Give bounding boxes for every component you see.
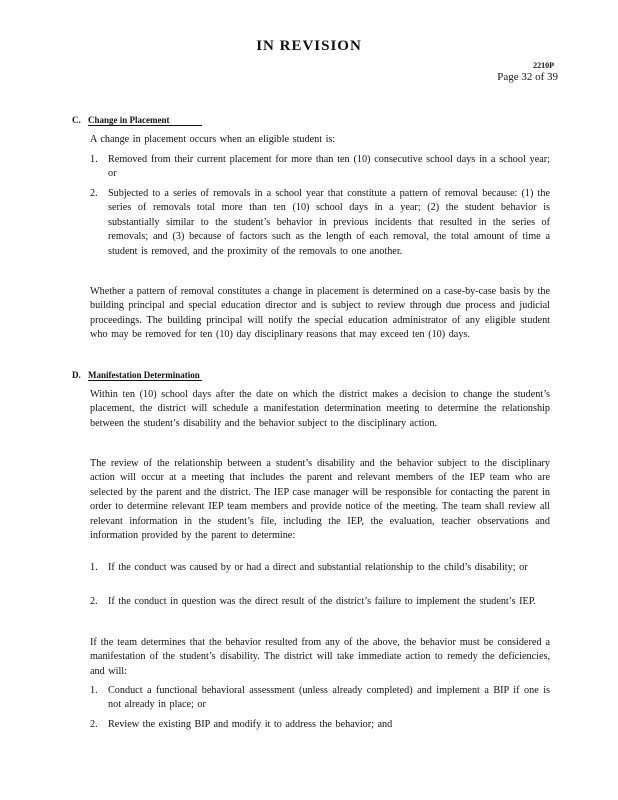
- section-c-closing: Whether a pattern of removal constitutes a change in placement is determined on a case-by-case basis by the building principal and special education director and is subject to review through due process and judicial proceedings. The building principal will notify the special education administrator of any eligible student who may be removed for ten (10) day disciplinary reasons that may exceed ten (10) days.: [90, 286, 550, 341]
- section-d-heading: [72, 370, 202, 381]
- list-item: 1. If the conduct was caused by or had a direct and substantial relationship to the child’s disability; or: [90, 562, 528, 573]
- page-number: Page 32 of 39: [497, 71, 558, 83]
- section-d-paragraph-1: Within ten (10) school days after the date on which the district makes a decision to change the student’s placement, the district will schedule a manifestation determination meeting to determine the relationship between the student’s disability and the behavior subject to the disciplinary action.: [90, 389, 550, 429]
- section-title: Manifestation Determination: [88, 370, 202, 381]
- list-item: 1. Conduct a functional behavioral assessment (unless already completed) and implement a BIP if one is not already in place; or: [90, 685, 550, 711]
- policy-code: 2210P: [533, 61, 554, 70]
- section-letter: C.: [72, 115, 81, 125]
- document-title: IN REVISION: [256, 38, 362, 54]
- list-item: 1. Removed from their current placement for more than ten (10) consecutive school days in a school year; or: [90, 154, 550, 180]
- section-c-heading: [72, 115, 202, 126]
- section-letter: D.: [72, 370, 81, 380]
- list-item: 2. Review the existing BIP and modify it to address the behavior; and: [90, 719, 393, 730]
- section-d-paragraph-3: If the team determines that the behavior resulted from any of the above, the behavior must be considered a manifestation of the student’s disability. The district will take immediate action to remedy the deficiencies, and will:: [90, 637, 550, 677]
- list-item: 2. Subjected to a series of removals in a school year that constitute a pattern of removal because: (1) the series of removals total more than ten (10) school days in a year; (2) the student behavior is substantially similar to the student’s behavior in previous incidents that resulted in the series of removals; and (3) because of factors such as the length of each removal, the total amount of time a student is removed, and the proximity of the removals to one another.: [90, 188, 550, 257]
- section-title: Change in Placement: [88, 115, 202, 126]
- section-d-paragraph-2: The review of the relationship between a student’s disability and the behavior subject to the disciplinary action will occur at a meeting that includes the parent and relevant members of the IEP team who are selected by the parent and the district. The IEP case manager will be responsible for contacting the parent in order to determine relevant IEP team members and provide notice of the meeting. The team shall review all relevant information in the student’s file, including the IEP, the evaluation, teacher observations and information provided by the parent to determine:: [90, 458, 550, 542]
- list-item: 2. If the conduct in question was the direct result of the district’s failure to implement the student’s IEP.: [90, 596, 536, 607]
- section-c-intro: A change in placement occurs when an eligible student is:: [90, 134, 336, 145]
